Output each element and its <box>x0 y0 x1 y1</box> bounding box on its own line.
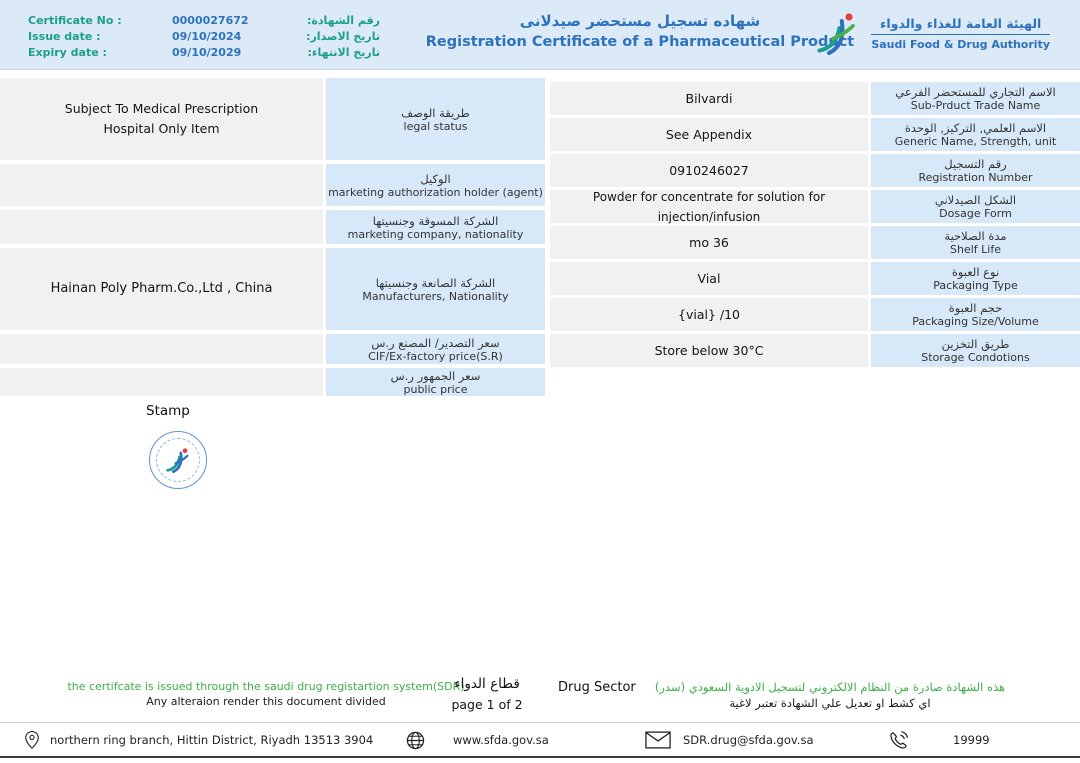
meta-row-issue-date <box>28 29 380 45</box>
expiry-date-value: 09/10/2029 <box>172 46 242 59</box>
meta-row-certificate-no <box>28 13 380 29</box>
contact-email <box>645 728 814 752</box>
table-row-generic-name <box>550 118 1080 151</box>
location-pin-icon <box>24 729 40 751</box>
shelf-life-label-ar: مدة الصلاحية <box>944 229 1007 243</box>
exfactory-price-label-en: CIF/Ex-factory price(S.R) <box>368 349 503 363</box>
contact-bar-top-divider <box>0 722 1080 723</box>
storage-conditions-label-en: Storage Condotions <box>921 351 1030 364</box>
public-price-label <box>326 368 545 396</box>
left-detail-table <box>0 78 545 400</box>
registration-number-value-text: 0910246027 <box>669 162 749 178</box>
exfactory-price-label-ar: سعر التصدير/ المصنع ر.س <box>371 335 500 350</box>
sdr-system-note-ar: هذه الشهادة صادرة من النظام الالكتروني لتسجيل الادوية السعودي (سدر) <box>654 680 1006 694</box>
table-row-trade-name <box>550 82 1080 115</box>
legal-status-label <box>326 78 545 160</box>
generic-name-value <box>550 118 868 151</box>
stamp-figure-icon <box>164 446 192 474</box>
exfactory-price-value <box>0 334 323 364</box>
issue-date-value: 09/10/2024 <box>172 30 242 43</box>
packaging-size-label-ar: حجم العبوة <box>948 301 1003 315</box>
certificate-no-label-en: Certificate No : <box>28 14 122 27</box>
table-row-dosage-form <box>550 190 1080 223</box>
packaging-size-label-en: Packaging Size/Volume <box>912 315 1039 328</box>
dosage-form-label <box>871 190 1080 223</box>
registration-number-value <box>550 154 868 187</box>
packaging-type-label-en: Packaging Type <box>933 279 1018 292</box>
page-title-arabic: شهاده تسجيل مستحضر صيدلانى <box>519 12 761 30</box>
storage-conditions-label <box>871 334 1080 367</box>
generic-name-label <box>871 118 1080 151</box>
agent-value <box>0 164 323 206</box>
header-band <box>0 0 1080 70</box>
table-row-registration-number <box>550 154 1080 187</box>
legal-status-line1: Subject To Medical Prescription <box>64 101 259 116</box>
table-row-exfactory-price <box>0 334 545 364</box>
packaging-size-value-text: {vial} /10 <box>678 306 740 322</box>
agent-label <box>326 164 545 206</box>
alteration-note-ar: اي كشط او تعديل علي الشهادة تعتبر لاغية <box>729 696 931 710</box>
table-row-storage-conditions <box>550 334 1080 367</box>
shelf-life-label-en: Shelf Life <box>950 243 1001 256</box>
trade-name-label-ar: الاسم التجاري للمستحضر الفرعي <box>895 85 1056 99</box>
trade-name-value <box>550 82 868 115</box>
dosage-form-label-en: Dosage Form <box>939 207 1012 220</box>
globe-icon <box>406 731 425 750</box>
shelf-life-value-text: mo 36 <box>689 234 729 250</box>
table-row-manufacturers <box>0 248 545 330</box>
issue-date-label-ar: تاريخ الاصدار: <box>306 30 380 43</box>
table-row-public-price <box>0 368 545 396</box>
page-number: page 1 of 2 <box>451 697 523 712</box>
marketing-company-label-ar: الشركة المسوقة وجنسيتها <box>372 213 499 228</box>
packaging-size-label <box>871 298 1080 331</box>
table-row-packaging-size <box>550 298 1080 331</box>
registration-number-label-ar: رقم التسجيل <box>944 157 1007 171</box>
sfda-figure-icon <box>812 9 862 57</box>
registration-number-label <box>871 154 1080 187</box>
sfda-logo-english: Saudi Food & Drug Authority <box>871 37 1050 51</box>
email-text: SDR.drug@sfda.gov.sa <box>683 733 814 747</box>
manufacturers-label-en: Manufacturers, Nationality <box>362 289 509 303</box>
page-bottom-divider <box>0 756 1080 758</box>
generic-name-label-en: Generic Name, Strength, unit <box>894 135 1057 148</box>
website-text: www.sfda.gov.sa <box>453 733 549 747</box>
shelf-life-label <box>871 226 1080 259</box>
phone-text: 19999 <box>953 733 990 747</box>
manufacturers-label-ar: الشركة الصانعة وجنسيتها <box>375 275 496 290</box>
footer-note-arabic <box>620 680 1040 711</box>
sdr-system-note-en: the certifcate is issued through the saudi drug registartion system(SDR) <box>67 680 465 693</box>
public-price-label-ar: سعر الجمهور ر.س <box>390 368 481 383</box>
legal-status-line2: Hospital Only Item <box>103 121 220 136</box>
agent-label-en: marketing authorization holder (agent) <box>328 185 543 199</box>
manufacturers-value-text: Hainan Poly Pharm.Co.,Ltd , China <box>50 281 273 296</box>
marketing-company-value <box>0 210 323 244</box>
packaging-type-value-text: Vial <box>697 270 721 286</box>
contact-phone <box>888 728 990 752</box>
generic-name-value-text: See Appendix <box>665 126 753 142</box>
table-row-shelf-life <box>550 226 1080 259</box>
certificate-meta <box>28 13 380 61</box>
drug-sector-english: Drug Sector <box>558 680 636 695</box>
public-price-value <box>0 368 323 396</box>
legal-status-label-en: legal status <box>403 119 468 133</box>
page-title <box>420 12 860 50</box>
trade-name-label <box>871 82 1080 115</box>
trade-name-value-text: Bilvardi <box>685 90 733 106</box>
marketing-company-label-en: marketing company, nationality <box>347 227 524 241</box>
generic-name-label-ar: الاسم العلمي, التركيز, الوحدة <box>904 121 1047 135</box>
stamp-seal-icon <box>149 431 207 489</box>
contact-website <box>406 728 549 752</box>
manufacturers-label <box>326 248 545 330</box>
address-text: northern ring branch, Hittin District, Riyadh 13513 3904 <box>50 733 374 747</box>
stamp-label: Stamp <box>146 403 190 419</box>
sfda-logo <box>812 9 1050 57</box>
exfactory-price-label <box>326 334 545 364</box>
packaging-type-label <box>871 262 1080 295</box>
public-price-label-en: public price <box>403 382 468 396</box>
expiry-date-label-ar: تاريخ الانتهاء: <box>307 46 380 59</box>
dosage-form-value <box>550 190 868 223</box>
alteration-note-en: Any alteraion render this document divided <box>146 695 386 708</box>
storage-conditions-value <box>550 334 868 367</box>
table-row-legal-status <box>0 78 545 160</box>
table-row-marketing-company <box>0 210 545 244</box>
contact-address <box>24 728 373 752</box>
sfda-logo-text <box>871 16 1050 51</box>
drug-sector-arabic-block <box>427 676 547 712</box>
packaging-size-value <box>550 298 868 331</box>
registration-number-label-en: Registration Number <box>918 171 1033 184</box>
stamp-seal-inner <box>156 438 200 482</box>
meta-row-expiry-date <box>28 45 380 61</box>
phone-icon <box>888 730 909 751</box>
storage-conditions-label-ar: طريق التخزين <box>941 337 1010 351</box>
dosage-form-value-text: Powder for concentrate for solution for injection/infusion <box>592 189 826 224</box>
table-row-agent <box>0 164 545 206</box>
drug-sector-arabic: قطاع الدواء <box>454 676 520 692</box>
expiry-date-label-en: Expiry date : <box>28 46 107 59</box>
trade-name-label-en: Sub-Prduct Trade Name <box>910 99 1041 112</box>
storage-conditions-value-text: Store below 30°C <box>654 342 764 358</box>
packaging-type-label-ar: نوع العبوة <box>951 265 1000 279</box>
legal-status-value <box>0 78 323 160</box>
right-detail-table <box>550 82 1080 370</box>
legal-status-label-ar: طريقة الوصف <box>401 105 470 120</box>
issue-date-label-en: Issue date : <box>28 30 101 43</box>
certificate-no-value: 0000027672 <box>172 14 249 27</box>
envelope-icon <box>645 731 671 749</box>
sfda-logo-arabic: الهيئة العامة للغذاء والدواء <box>871 16 1050 35</box>
certificate-no-label-ar: رقم الشهادة: <box>306 14 380 27</box>
marketing-company-label <box>326 210 545 244</box>
shelf-life-value <box>550 226 868 259</box>
packaging-type-value <box>550 262 868 295</box>
agent-label-ar: الوكيل <box>420 171 451 186</box>
manufacturers-value <box>0 248 323 330</box>
page-title-english: Registration Certificate of a Pharmaceutical Product <box>425 34 855 50</box>
table-row-packaging-type <box>550 262 1080 295</box>
dosage-form-label-ar: الشكل الصيدلاني <box>934 193 1017 207</box>
